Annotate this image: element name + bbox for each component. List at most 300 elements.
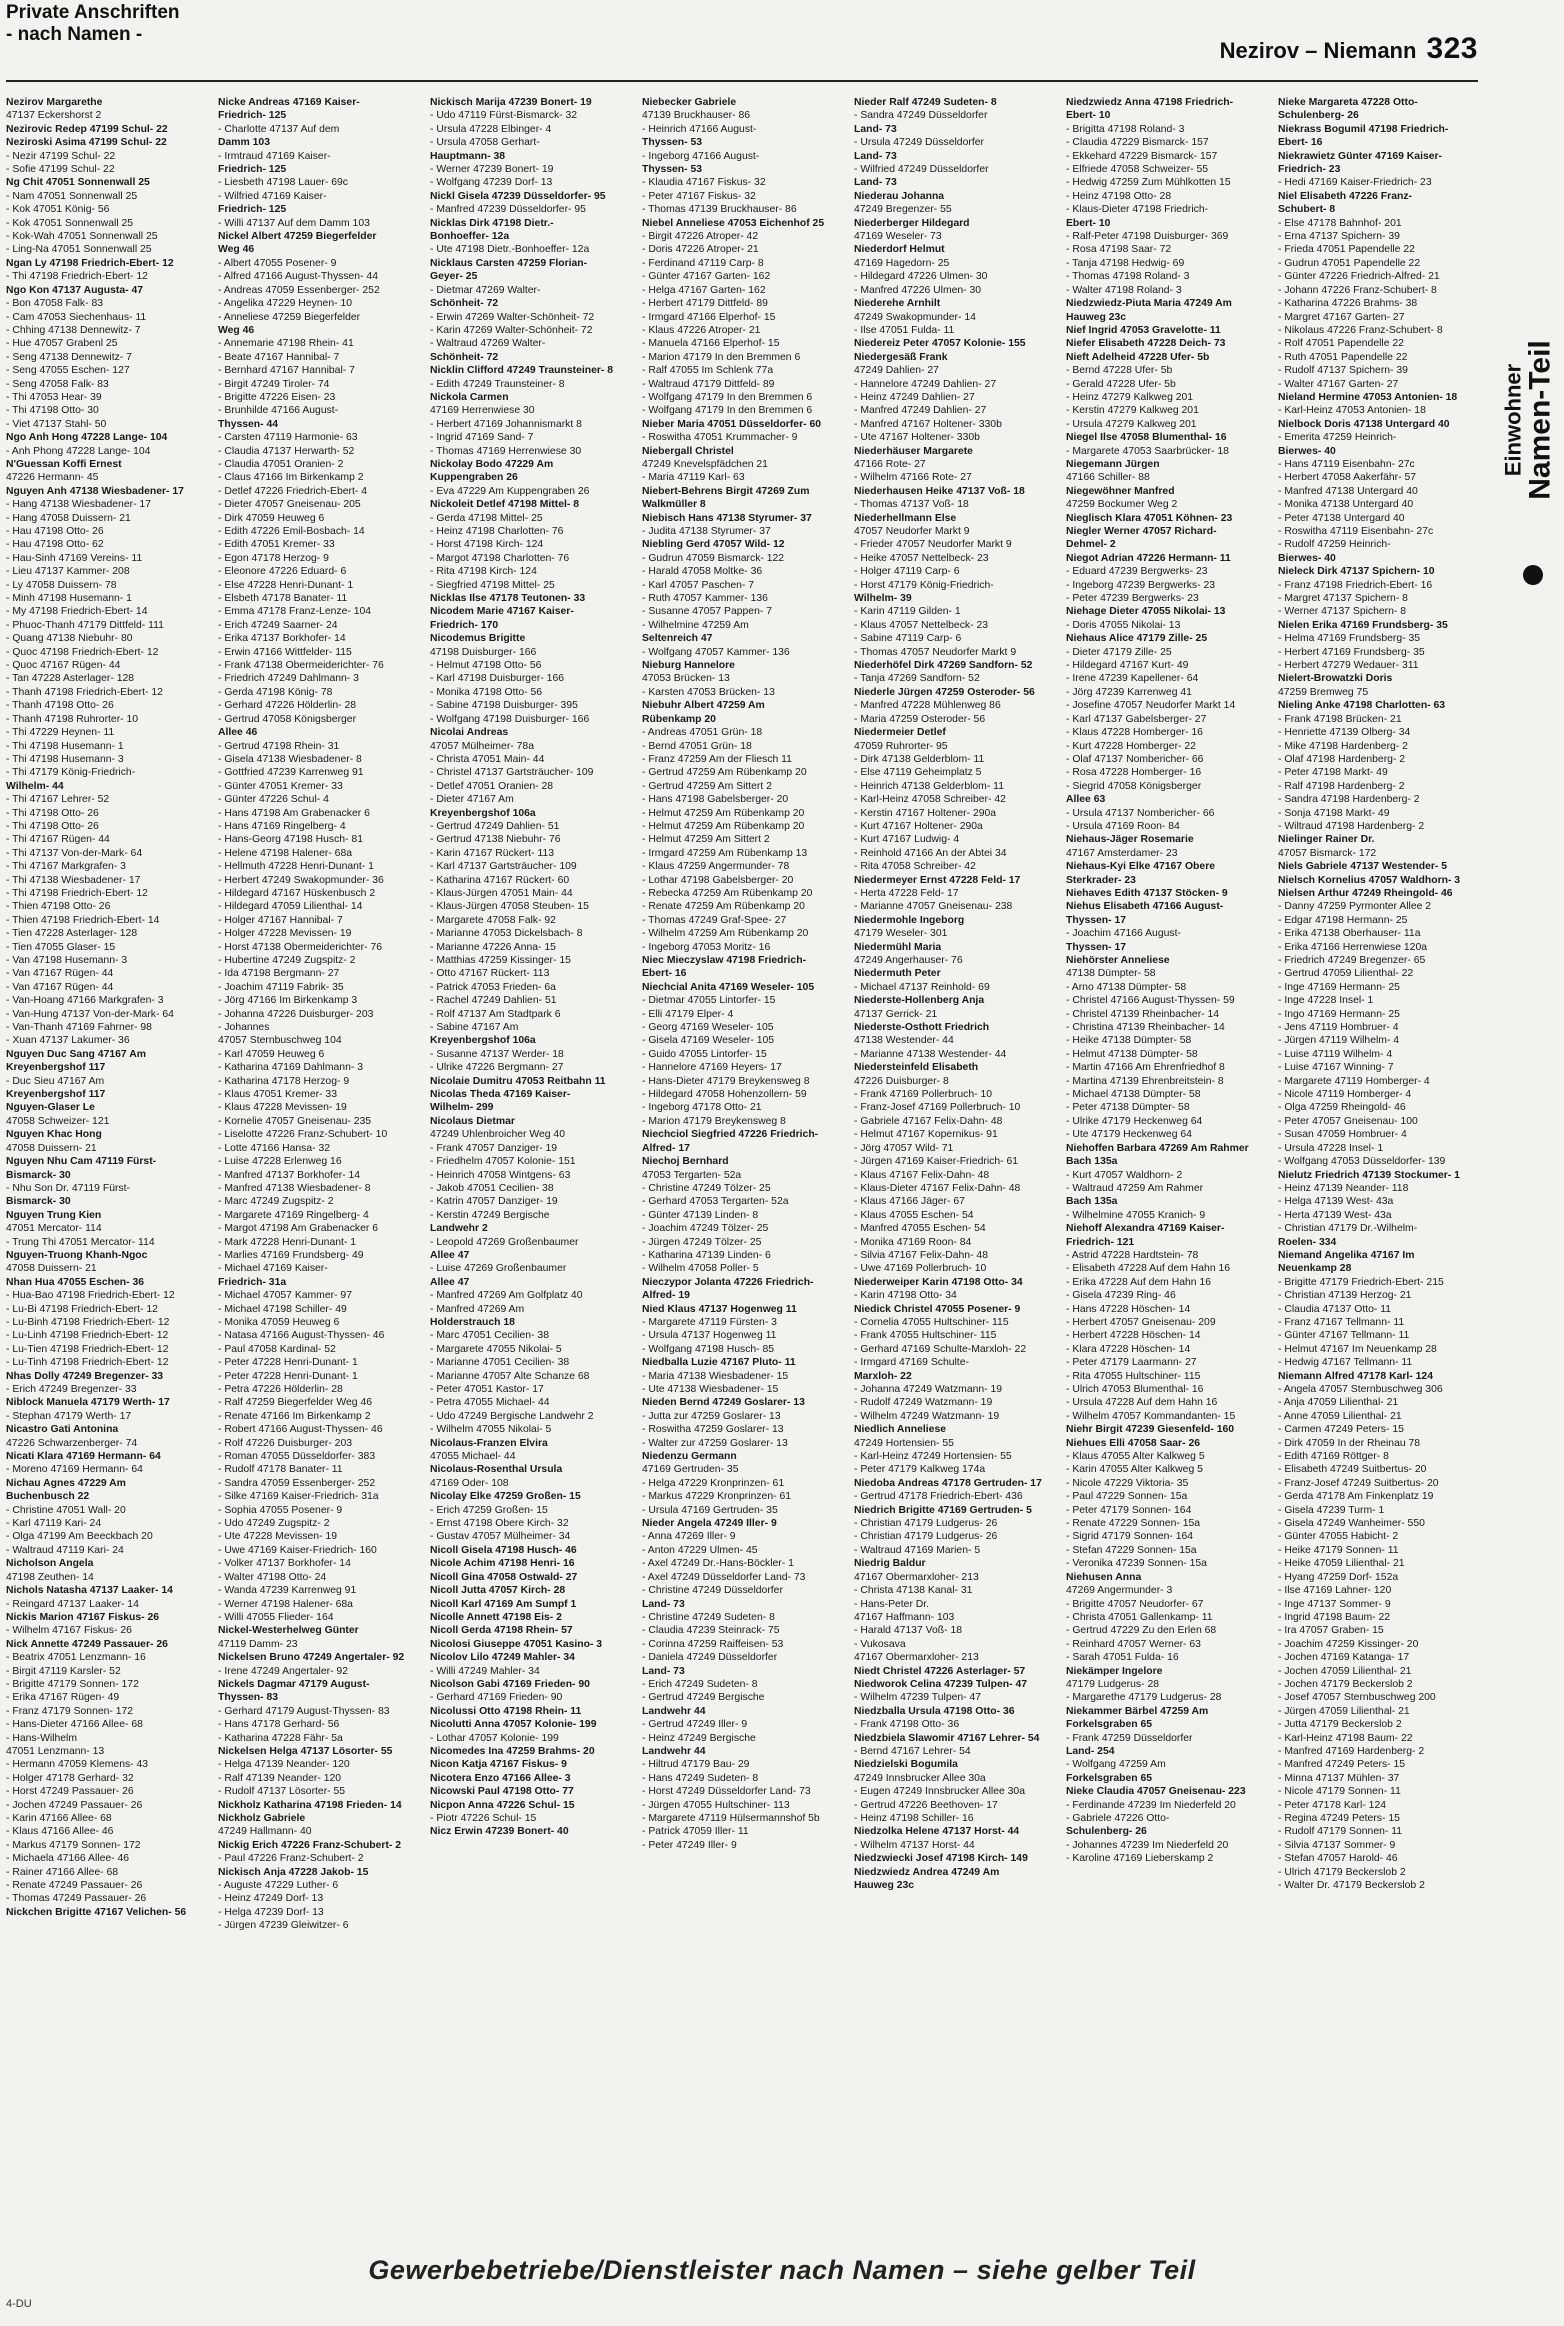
- directory-entry: - Markus 47179 Sonnen- 172: [6, 1839, 141, 1851]
- directory-entry: - Christian 47179 Dr.-Wilhelm-: [1278, 1223, 1418, 1235]
- surname-entry: Nicklaus Carsten 47259 Florian-: [430, 257, 588, 269]
- directory-entry: 47051 Mercator- 114: [6, 1223, 102, 1235]
- directory-entry: - Guido 47055 Lintorfer- 15: [642, 1048, 767, 1060]
- surname-entry: Hauptmann- 38: [430, 150, 506, 162]
- directory-entry: - Nicole 47179 Sonnen- 11: [1278, 1786, 1401, 1798]
- directory-entry: - Gertrud 47178 Friedrich-Ebert- 436: [854, 1491, 1023, 1503]
- directory-entry: - Wilhelm 47167 Fiskus- 26: [6, 1625, 132, 1637]
- directory-entry: - Ursula 47137 Nombericher- 66: [1066, 807, 1215, 819]
- directory-entry: - Udo 47249 Bergische Landwehr 2: [430, 1410, 594, 1422]
- directory-entry: - Ilse 47169 Lahner- 120: [1278, 1585, 1392, 1597]
- directory-entry: - Peter 47228 Henri-Dunant- 1: [218, 1370, 358, 1382]
- directory-entry: - Christa 47138 Kanal- 31: [854, 1585, 973, 1597]
- directory-entry: - Ursula 47058 Gerhart-: [430, 137, 540, 149]
- surname-entry: Bismarck- 30: [6, 1169, 71, 1181]
- surname-entry: Nieleck Dirk 47137 Spichern- 10: [1278, 566, 1435, 578]
- directory-entry: 47138 Westender- 44: [854, 1035, 954, 1047]
- surname-entry: Niederste-Osthott Friedrich: [854, 1022, 990, 1034]
- directory-entry: - Maria 47138 Wiesbadener- 15: [642, 1370, 789, 1382]
- directory-column: [1278, 96, 1478, 2226]
- directory-entry: 47249 Bregenzer- 55: [854, 204, 952, 216]
- surname-entry: Niedick Christel 47055 Posener- 9: [854, 1303, 1021, 1315]
- directory-entry: - Hans 47249 Sudeten- 8: [642, 1772, 759, 1784]
- directory-entry: - Helmut 47167 Im Neuenkamp 28: [1278, 1343, 1437, 1355]
- directory-entry: - Waltraud 47259 Am Rahmer: [1066, 1182, 1204, 1194]
- directory-entry: - Peter 47051 Kastor- 17: [430, 1384, 544, 1395]
- surname-entry: Niekrawietz Günter 47169 Kaiser-: [1278, 150, 1443, 162]
- surname-entry: Friedrich- 125: [218, 110, 287, 122]
- surname-entry: Wilhelm- 44: [6, 780, 64, 792]
- surname-entry: Nickelsen Bruno 47249 Angertaler- 92: [218, 1652, 405, 1664]
- surname-entry: Nieder Angela 47249 Iller- 9: [642, 1518, 777, 1530]
- directory-entry: - Thi 47198 Otto- 30: [6, 405, 99, 417]
- directory-entry: - Wolfgang 47057 Kammer- 136: [642, 646, 790, 658]
- directory-column: [854, 96, 1054, 2226]
- directory-entry: - Thien 47198 Otto- 26: [6, 901, 111, 913]
- directory-entry: - Maria 47119 Karl- 63: [642, 472, 745, 484]
- surname-entry: Weg 46: [218, 324, 255, 336]
- surname-entry: Friedrich- 121: [1066, 1236, 1135, 1248]
- directory-entry: - Hannelore 47169 Heyers- 17: [642, 1062, 782, 1074]
- directory-entry: - Elisabeth 47228 Auf dem Hahn 16: [1066, 1263, 1231, 1275]
- surname-entry: Nieke Margareta 47228 Otto-: [1278, 97, 1418, 108]
- surname-entry: Schulenberg- 26: [1278, 110, 1359, 122]
- directory-entry: - Seng 47058 Falk- 83: [6, 378, 109, 390]
- directory-entry: - Patrick 47053 Frieden- 6a: [430, 981, 556, 993]
- directory-entry: - Irmgard 47166 Elperhof- 15: [642, 311, 776, 323]
- directory-entry: - Christian 47179 Ludgerus- 26: [854, 1531, 998, 1543]
- surname-entry: Nguyen Khac Hong: [6, 1129, 102, 1141]
- directory-entry: - Thi 47138 Wiesbadener- 17: [6, 874, 141, 886]
- directory-entry: - Joachim 47249 Tölzer- 25: [642, 1223, 769, 1235]
- surname-entry: Kreyenbergshof 117: [6, 1089, 106, 1101]
- directory-entry: - Alfred 47166 August-Thyssen- 44: [218, 271, 378, 283]
- directory-entry: - Jens 47119 Hombruer- 4: [1278, 1022, 1399, 1034]
- directory-entry: - Heinz 47139 Neander- 118: [1278, 1182, 1409, 1194]
- directory-entry: - Frank 47138 Obermeiderichter- 76: [218, 660, 384, 672]
- directory-entry: - Egon 47178 Herzog- 9: [218, 552, 329, 564]
- directory-entry: - Wilhelm 47259 Am Rübenkamp 20: [642, 928, 809, 940]
- directory-entry: - Daniela 47249 Düsseldorfer: [642, 1652, 778, 1664]
- directory-entry: - Harald 47058 Moltke- 36: [642, 566, 763, 578]
- directory-entry: - Kerstin 47167 Holtener- 290a: [854, 807, 997, 819]
- directory-entry: - Manfred 47137 Borkhofer- 14: [218, 1169, 361, 1181]
- directory-entry: - Paul 47229 Sonnen- 15a: [1066, 1491, 1188, 1503]
- surname-entry: Nichols Natasha 47137 Laaker- 14: [6, 1585, 173, 1597]
- directory-entry: - Klaus 47228 Homberger- 16: [1066, 727, 1203, 739]
- surname-entry: Dehmel- 2: [1066, 539, 1116, 551]
- directory-entry: - Roswitha 47051 Krummacher- 9: [642, 432, 798, 444]
- directory-entry: - Paul 47226 Franz-Schubert- 2: [218, 1853, 364, 1865]
- surname-entry: Nicolosi Giuseppe 47051 Kasino- 3: [430, 1638, 603, 1650]
- surname-entry: Nicolaus-Franzen Elvira: [430, 1437, 548, 1449]
- surname-entry: Niehörster Anneliese: [1066, 955, 1170, 966]
- directory-entry: - Christian 47179 Ludgerus- 26: [854, 1518, 998, 1530]
- directory-entry: 47057 Mülheimer- 78a: [430, 740, 534, 752]
- directory-entry: - Thomas 47137 Voß- 18: [854, 499, 969, 511]
- surname-entry: Nezirov Margarethe: [6, 97, 103, 108]
- directory-entry: - Klaus-Dieter 47198 Friedrich-: [1066, 204, 1209, 216]
- directory-entry: - Eugen 47249 Innsbrucker Allee 30a: [854, 1786, 1025, 1798]
- directory-entry: 47198 Zeuthen- 14: [6, 1571, 94, 1583]
- surname-entry: Friedrich- 125: [218, 164, 287, 176]
- directory-entry: - Viet 47137 Stahl- 50: [6, 418, 107, 430]
- directory-entry: - Heinrich 47058 Wintgens- 63: [430, 1169, 571, 1181]
- directory-entry: - Kurt 47228 Homberger- 22: [1066, 740, 1196, 752]
- directory-entry: - Thi 47053 Hear- 39: [6, 391, 102, 403]
- directory-entry: - My 47198 Friedrich-Ebert- 14: [6, 606, 148, 618]
- directory-entry: - Wiltraud 47198 Hardenberg- 2: [1278, 820, 1425, 832]
- surname-entry: Friedrich- 170: [430, 619, 499, 631]
- directory-entry: - Luise 47228 Erlenweg 16: [218, 1156, 342, 1168]
- directory-entry: - Karin 47167 Rückert- 113: [430, 847, 554, 859]
- surname-entry: Niedermeyer Ernst 47228 Feld- 17: [854, 874, 1021, 886]
- directory-entry: - Edith 47226 Emil-Bosbach- 14: [218, 526, 365, 537]
- directory-entry: - Stefan 47057 Harold- 46: [1278, 1853, 1398, 1865]
- directory-entry: - Roswitha 47119 Eisenbahn- 27c: [1278, 526, 1434, 537]
- surname-entry: Schönheit- 72: [430, 351, 499, 363]
- directory-entry: - Sofie 47199 Schul- 22: [6, 164, 115, 176]
- directory-entry: - Kurt 47167 Ludwig- 4: [854, 834, 960, 846]
- directory-entry: - Dietmar 47055 Lintorfer- 15: [642, 995, 776, 1007]
- directory-entry: - Wolfgang 47053 Düsseldorfer- 139: [1278, 1156, 1446, 1168]
- directory-entry: - Seng 47138 Dennewitz- 7: [6, 351, 132, 363]
- directory-entry: - Heike 47179 Sonnen- 11: [1278, 1544, 1399, 1556]
- directory-entry: - Kerstin 47249 Bergische: [430, 1209, 550, 1221]
- directory-entry: - Auguste 47229 Luther- 6: [218, 1880, 339, 1892]
- directory-entry: - Thi 47198 Otto- 26: [6, 807, 99, 819]
- surname-entry: Niedersteinfeld Elisabeth: [854, 1062, 979, 1074]
- directory-entry: 47058 Duissern- 21: [6, 1142, 97, 1154]
- directory-entry: - Claudia 47051 Oranien- 2: [218, 458, 344, 470]
- surname-entry: Wilhelm- 299: [430, 1102, 494, 1114]
- surname-entry: Nicoll Gina 47058 Ostwald- 27: [430, 1571, 578, 1583]
- surname-entry: Nguyen-Glaser Le: [6, 1102, 95, 1114]
- directory-entry: - Klaus 47166 Jäger- 67: [854, 1196, 965, 1208]
- directory-entry: - Andreas 47059 Essenberger- 252: [218, 284, 380, 296]
- directory-entry: - Ursula 47228 Elbinger- 4: [430, 123, 552, 135]
- directory-entry: - Eduard 47239 Bergwerks- 23: [1066, 566, 1208, 578]
- surname-entry: Nied Klaus 47137 Hogenweg 11: [642, 1303, 797, 1315]
- directory-entry: - Lieu 47137 Kammer- 208: [6, 566, 130, 578]
- directory-entry: - Wilfried 47249 Düsseldorfer: [854, 164, 989, 176]
- directory-entry: - Wolfgang 47179 In den Bremmen 6: [642, 391, 813, 403]
- directory-entry: - Waltraud 47169 Marien- 5: [854, 1544, 981, 1556]
- directory-entry: - Waltraud 47179 Dittfeld- 89: [642, 378, 775, 390]
- directory-entry: - Gustav 47057 Mülheimer- 34: [430, 1531, 571, 1543]
- directory-entry: - Ursula 47228 Insel- 1: [1278, 1142, 1384, 1154]
- directory-entry: 47139 Bruckhauser- 86: [642, 110, 751, 122]
- directory-entry: - Ursula 47249 Düsseldorfer: [854, 137, 984, 149]
- directory-entry: - Gerald 47228 Ufer- 5b: [1066, 378, 1176, 390]
- directory-entry: - Michael 47198 Schiller- 49: [218, 1303, 347, 1315]
- surname-entry: Ngan Ly 47198 Friedrich-Ebert- 12: [6, 257, 174, 269]
- directory-entry: - Rosa 47198 Saar- 72: [1066, 244, 1172, 256]
- directory-entry: - Kok 47051 Sonnenwall 25: [6, 217, 134, 229]
- directory-entry: - Ute 47138 Wiesbadener- 15: [642, 1384, 779, 1395]
- surname-entry: Niegot Adrian 47226 Hermann- 11: [1066, 552, 1231, 564]
- directory-entry: - Frieda 47051 Papendelle 22: [1278, 244, 1415, 256]
- surname-entry: Niedworok Celina 47239 Tulpen- 47: [854, 1678, 1028, 1690]
- directory-entry: - Moreno 47169 Hermann- 64: [6, 1464, 143, 1476]
- surname-entry: Niedergesäß Frank: [854, 351, 948, 363]
- surname-entry: Niedermeier Detlef: [854, 727, 946, 739]
- surname-entry: Nieden Bernd 47249 Goslarer- 13: [642, 1397, 805, 1409]
- directory-entry: - Margot 47198 Am Grabenacker 6: [218, 1223, 378, 1235]
- directory-entry: - Peter 47179 Laarmann- 27: [1066, 1357, 1197, 1369]
- directory-entry: - Carsten 47119 Harmonie- 63: [218, 432, 358, 444]
- directory-entry: - Anne 47059 Lilienthal- 21: [1278, 1410, 1402, 1422]
- directory-entry: - Ralf-Peter 47198 Duisburger- 369: [1066, 231, 1229, 243]
- surname-entry: Nicolai Andreas: [430, 727, 509, 739]
- section-marker-dot: [1523, 565, 1543, 585]
- surname-entry: Niehr Birgit 47239 Giesenfeld- 160: [1066, 1424, 1235, 1436]
- directory-entry: - Nicole 47119 Homberger- 4: [1278, 1089, 1412, 1101]
- surname-entry: Ebert- 16: [1278, 137, 1323, 149]
- surname-entry: Niemand Angelika 47167 Im: [1278, 1249, 1415, 1261]
- directory-entry: - Minh 47198 Husemann- 1: [6, 593, 132, 605]
- directory-entry: - Hau 47198 Otto- 26: [6, 526, 104, 537]
- directory-entry: - Inge 47169 Hermann- 25: [1278, 981, 1400, 993]
- surname-entry: Nielbock Doris 47138 Untergard 40: [1278, 418, 1450, 430]
- directory-entry: - Thi 47198 Otto- 26: [6, 820, 99, 832]
- directory-entry: - Hildegard 47058 Hohenzollern- 59: [642, 1089, 807, 1101]
- directory-entry: - Willi 47249 Mahler- 34: [430, 1665, 540, 1677]
- surname-entry: Kuppengraben 26: [430, 472, 518, 484]
- directory-entry: 47058 Duissern- 21: [6, 1263, 97, 1275]
- directory-entry: - Luise 47167 Winning- 7: [1278, 1062, 1394, 1074]
- directory-entry: - Regina 47249 Peters- 15: [1278, 1813, 1400, 1824]
- directory-entry: - Michaela 47166 Allee- 46: [6, 1853, 130, 1865]
- directory-entry: - Else 47119 Geheimplatz 5: [854, 767, 982, 779]
- surname-entry: Niec Mieczyslaw 47198 Friedrich-: [642, 955, 807, 966]
- directory-entry: - Klaus-Dieter 47167 Felix-Dahn- 48: [854, 1182, 1021, 1194]
- directory-entry: - Rachel 47249 Dahlien- 51: [430, 995, 557, 1007]
- surname-entry: Bonhoeffer- 12a: [430, 231, 510, 243]
- side-tab-line-2: Namen-Teil: [1523, 340, 1557, 500]
- surname-entry: Forkelsgraben 65: [1066, 1719, 1153, 1731]
- directory-entry: - Eva 47229 Am Kuppengraben 26: [430, 485, 590, 497]
- surname-entry: Nicolas Theda 47169 Kaiser-: [430, 1089, 571, 1101]
- directory-entry: - Kerstin 47279 Kalkweg 201: [1066, 405, 1199, 417]
- directory-entry: 47259 Bockumer Weg 2: [1066, 499, 1178, 511]
- directory-entry: - Hedi 47169 Kaiser-Friedrich- 23: [1278, 177, 1432, 189]
- directory-entry: - Wilhelm 47239 Tulpen- 47: [854, 1692, 982, 1704]
- directory-entry: - Karl 47057 Paschen- 7: [642, 579, 755, 591]
- directory-entry: - Birgit 47226 Atroper- 42: [642, 231, 759, 243]
- directory-entry: - Jutta zur 47259 Goslarer- 13: [642, 1410, 781, 1422]
- directory-entry: - Holger 47167 Hannibal- 7: [218, 914, 343, 926]
- directory-entry: - Hans 47198 Gabelsberger- 20: [642, 794, 789, 806]
- directory-entry: - Heinrich 47166 August-: [642, 123, 757, 135]
- surname-entry: Nicolay Elke 47259 Großen- 15: [430, 1491, 581, 1503]
- surname-entry: Nicoll Gerda 47198 Rhein- 57: [430, 1625, 573, 1637]
- surname-entry: Nicole Achim 47198 Henri- 16: [430, 1558, 575, 1570]
- directory-entry: - Helmut 47259 Am Rübenkamp 20: [642, 807, 805, 819]
- directory-entry: - Thomas 47139 Bruckhauser- 86: [642, 204, 797, 216]
- directory-entry: - Duc Sieu 47167 Am: [6, 1075, 105, 1087]
- directory-entry: - Volker 47137 Borkhofer- 14: [218, 1558, 351, 1570]
- directory-entry: - Christine 47249 Sudeten- 8: [642, 1611, 775, 1623]
- directory-entry: - Danny 47259 Pyrmonter Allee 2: [1278, 901, 1432, 913]
- directory-entry: - Angelika 47229 Heynen- 10: [218, 298, 353, 310]
- section-title-line-2: - nach Namen -: [6, 24, 143, 45]
- directory-entry: - Chhing 47138 Dennewitz- 7: [6, 324, 141, 336]
- directory-entry: - Klara 47228 Höschen- 14: [1066, 1343, 1191, 1355]
- directory-entry: - Christel 47166 August-Thyssen- 59: [1066, 995, 1235, 1007]
- directory-entry: - Dirk 47059 In der Rheinau 78: [1278, 1437, 1421, 1449]
- directory-entry: - Piotr 47226 Schul- 15: [430, 1813, 537, 1824]
- directory-entry: - Nicole 47229 Viktoria- 35: [1066, 1477, 1189, 1489]
- directory-entry: - Hedwig 47167 Tellmann- 11: [1278, 1357, 1413, 1369]
- directory-entry: - Herbert 47279 Wedauer- 311: [1278, 660, 1419, 672]
- directory-entry: - Elfriede 47058 Schweizer- 55: [1066, 164, 1209, 176]
- directory-entry: - Friedrich 47249 Dahlmann- 3: [218, 673, 359, 685]
- directory-entry: - Gisela 47239 Ring- 46: [1066, 1290, 1176, 1302]
- directory-entry: - Doris 47226 Atroper- 21: [642, 244, 759, 256]
- directory-entry: - Sabine 47198 Duisburger- 395: [430, 700, 578, 712]
- directory-entry: 47137 Gerrick- 21: [854, 1008, 938, 1020]
- surname-entry: Niblock Manuela 47179 Werth- 17: [6, 1397, 170, 1409]
- directory-entry: - Lu-Bi 47198 Friedrich-Ebert- 12: [6, 1303, 158, 1315]
- directory-entry: 47057 Neudorfer Markt 9: [854, 526, 970, 537]
- directory-entry: 47059 Ruhrorter- 95: [854, 740, 948, 752]
- directory-entry: - Frieder 47057 Neudorfer Markt 9: [854, 539, 1012, 551]
- directory-entry: - Anton 47229 Ulmen- 45: [642, 1544, 758, 1556]
- directory-entry: - Mark 47228 Henri-Dunant- 1: [218, 1236, 357, 1248]
- directory-entry: - Gertrud 47229 Zu den Erlen 68: [1066, 1625, 1217, 1637]
- directory-entry: - Charlotte 47137 Auf dem: [218, 123, 340, 135]
- directory-entry: - Olaf 47137 Nombericher- 66: [1066, 753, 1204, 765]
- directory-entry: - Peter 47167 Fiskus- 32: [642, 190, 756, 202]
- directory-entry: - Jörg 47239 Karrenweg 41: [1066, 686, 1192, 698]
- surname-entry: Nickig Erich 47226 Franz-Schubert- 2: [218, 1839, 402, 1851]
- directory-entry: - Katharina 47169 Dahlmann- 3: [218, 1062, 363, 1074]
- directory-entry: - Wilfried 47169 Kaiser-: [218, 190, 327, 202]
- surname-entry: Nieber Maria 47051 Düsseldorfer- 60: [642, 418, 822, 430]
- directory-entry: - Günter 47139 Linden- 8: [642, 1209, 759, 1221]
- surname-entry: Allee 63: [1066, 794, 1106, 806]
- directory-entry: - Erika 47138 Oberhauser- 11a: [1278, 928, 1421, 940]
- directory-entry: - Walter zur 47259 Goslarer- 13: [642, 1437, 788, 1449]
- directory-entry: - Rita 47058 Schreiber- 42: [854, 861, 976, 873]
- directory-entry: - Ruth 47057 Kammer- 136: [642, 593, 768, 605]
- directory-entry: - Marianne 47053 Dickelsbach- 8: [430, 928, 583, 940]
- directory-entry: - Hans-Georg 47198 Husch- 81: [218, 834, 363, 846]
- directory-entry: - Ursula 47228 Auf dem Hahn 16: [1066, 1397, 1218, 1409]
- directory-entry: - Hang 47138 Wiesbadener- 17: [6, 499, 151, 511]
- directory-entry: - Sandra 47249 Düsseldorfer: [854, 110, 988, 122]
- surname-entry: Friedrich- 31a: [218, 1276, 287, 1288]
- surname-entry: Ngo Anh Hong 47228 Lange- 104: [6, 432, 168, 444]
- side-tab-line-1: Einwohner: [1500, 363, 1526, 477]
- directory-entry: - Marion 47179 Breykensweg 8: [642, 1115, 786, 1127]
- directory-entry: - Van-Hung 47137 Von-der-Mark- 64: [6, 1008, 174, 1020]
- directory-entry: - Monika 47198 Otto- 56: [430, 686, 543, 698]
- directory-entry: - Heike 47059 Lilienthal- 21: [1278, 1558, 1405, 1570]
- directory-entry: - Inge 47228 Insel- 1: [1278, 995, 1374, 1007]
- surname-entry: Niederle Jürgen 47259 Osteroder- 56: [854, 686, 1035, 698]
- directory-entry: 47169 Herrenwiese 30: [430, 405, 535, 417]
- surname-entry: Landwehr 2: [430, 1223, 488, 1235]
- surname-entry: Niedrig Baldur: [854, 1558, 926, 1570]
- surname-entry: Nieke Claudia 47057 Gneisenau- 223: [1066, 1786, 1246, 1798]
- directory-entry: - Doris 47055 Nikolai- 13: [1066, 619, 1181, 631]
- directory-entry: - Ralf 47198 Hardenberg- 2: [1278, 780, 1405, 792]
- directory-entry: - Thi 47179 König-Friedrich-: [6, 767, 136, 779]
- directory-entry: - Birgit 47119 Karsler- 52: [6, 1665, 121, 1677]
- directory-entry: - Phuoc-Thanh 47179 Dittfeld- 111: [6, 619, 164, 631]
- surname-entry: Nezirovic Redep 47199 Schul- 22: [6, 123, 168, 135]
- directory-entry: - Margret 47167 Garten- 27: [1278, 311, 1405, 323]
- surname-entry: Niebert-Behrens Birgit 47269 Zum: [642, 485, 810, 497]
- directory-entry: - Peter 47239 Bergwerks- 23: [1066, 593, 1199, 605]
- directory-entry: - Gerhard 47179 August-Thyssen- 83: [218, 1705, 390, 1717]
- surname-entry: Alfred- 17: [642, 1142, 690, 1154]
- directory-entry: - Hans 47198 Am Grabenacker 6: [218, 807, 370, 819]
- directory-entry: - Gottfried 47239 Karrenweg 91: [218, 767, 364, 779]
- directory-entry: - Friedrich 47249 Bregenzer- 65: [1278, 955, 1426, 966]
- directory-entry: - Helmut 47167 Kopernikus- 91: [854, 1129, 998, 1141]
- directory-entry: - Ilse 47051 Fulda- 11: [854, 324, 955, 336]
- directory-entry: - Birgit 47249 Tiroler- 74: [218, 378, 330, 390]
- directory-entry: - Erwin 47166 Wittfelder- 115: [218, 646, 352, 658]
- directory-entry: - Wilhelm 47057 Kommandanten- 15: [1066, 1410, 1236, 1422]
- directory-entry: - Kurt 47057 Waldhorn- 2: [1066, 1169, 1183, 1181]
- surname-entry: Nickholz Katharina 47198 Frieden- 14: [218, 1799, 402, 1811]
- directory-entry: - Rudolf 47249 Watzmann- 19: [854, 1397, 993, 1409]
- surname-entry: Nickel-Westerhelweg Günter: [218, 1625, 359, 1637]
- directory-entry: - Marlies 47169 Frundsberg- 49: [218, 1249, 364, 1261]
- directory-entry: - Hannelore 47249 Dahlien- 27: [854, 378, 997, 390]
- surname-entry: Nicon Katja 47167 Fiskus- 9: [430, 1759, 567, 1771]
- surname-entry: Niederehe Arnhilt: [854, 298, 941, 310]
- surname-entry: Niels Gabriele 47137 Westender- 5: [1278, 861, 1448, 873]
- directory-entry: - Sophia 47055 Posener- 9: [218, 1504, 343, 1516]
- directory-entry: - Rolf 47226 Duisburger- 203: [218, 1437, 352, 1449]
- directory-entry: - Gudrun 47059 Bismarck- 122: [642, 552, 785, 564]
- surname-entry: Nicoll Gisela 47198 Husch- 46: [430, 1544, 577, 1556]
- directory-entry: - Martina 47139 Ehrenbreitstein- 8: [1066, 1075, 1224, 1087]
- directory-entry: - Bernd 47228 Ufer- 5b: [1066, 365, 1173, 377]
- directory-entry: - Manfred 47249 Peters- 15: [1278, 1759, 1406, 1771]
- directory-entry: - Herbert 47169 Johannismarkt 8: [430, 418, 582, 430]
- directory-entry: 47166 Rote- 27: [854, 458, 926, 470]
- surname-entry: Nhan Hua 47055 Eschen- 36: [6, 1276, 145, 1288]
- directory-entry: - Klaudia 47167 Fiskus- 32: [642, 177, 766, 189]
- surname-entry: Land- 254: [1066, 1745, 1115, 1757]
- directory-entry: - Peter 47179 Kalkweg 174a: [854, 1464, 986, 1476]
- directory-entry: - Hildegard 47059 Lilienthal- 14: [218, 901, 363, 913]
- directory-entry: - Manfred 47228 Mühlenweg 86: [854, 700, 1001, 712]
- directory-entry: - Ingrid 47169 Sand- 7: [430, 432, 534, 444]
- surname-entry: Niedermühl Maria: [854, 941, 942, 953]
- surname-entry: Land- 73: [854, 150, 897, 162]
- surname-entry: Land- 73: [854, 177, 897, 189]
- directory-entry: - Detlef 47051 Oranien- 28: [430, 780, 554, 792]
- directory-entry: - Werner 47137 Spichern- 8: [1278, 606, 1407, 618]
- directory-entry: - Wolfgang 47198 Husch- 85: [642, 1343, 775, 1355]
- directory-entry: - Werner 47198 Halener- 68a: [218, 1598, 353, 1610]
- surname-entry: Nickoleit Detlef 47198 Mittel- 8: [430, 499, 579, 511]
- directory-entry: - Vukosava: [854, 1638, 906, 1650]
- directory-entry: - Günter 47167 Garten- 162: [642, 271, 771, 283]
- directory-entry: - Gudrun 47051 Papendelle 22: [1278, 257, 1421, 269]
- surname-entry: Niedoba Andreas 47178 Gertruden- 17: [854, 1477, 1042, 1489]
- directory-entry: - Günter 47226 Schul- 4: [218, 794, 329, 806]
- surname-entry: Niedzwiedz Anna 47198 Friedrich-: [1066, 97, 1234, 108]
- directory-entry: - Ida 47198 Bergmann- 27: [218, 968, 340, 980]
